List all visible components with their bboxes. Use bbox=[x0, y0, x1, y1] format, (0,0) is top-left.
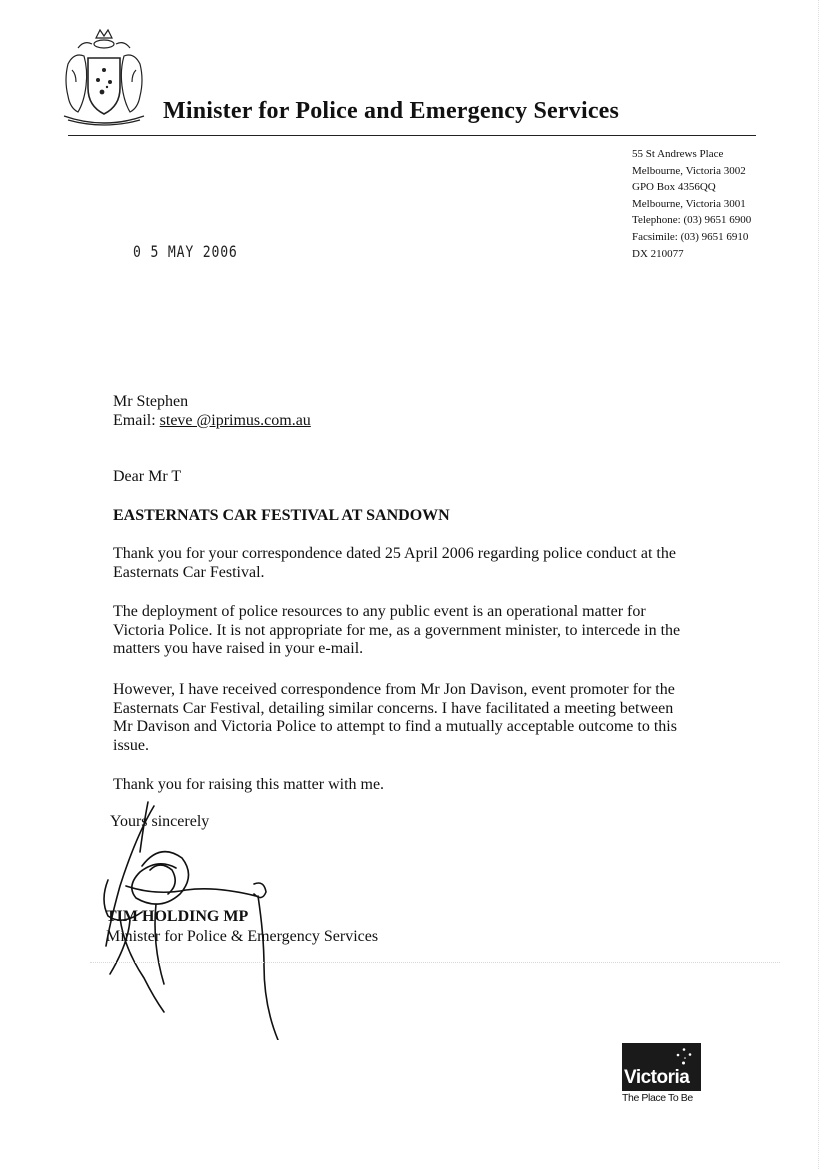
body-paragraph: Thank you for your correspondence dated 25 April 2006 regarding police conduct at the Easternats Car Festival. bbox=[113, 545, 676, 581]
signature-icon bbox=[90, 800, 290, 1040]
header-divider bbox=[68, 135, 756, 136]
address-line: 55 St Andrews Place bbox=[632, 148, 724, 160]
signatory-title: Minister for Police & Emergency Services bbox=[106, 928, 379, 945]
recipient-name: Mr Stephen bbox=[113, 393, 189, 410]
ministry-title: Minister for Police and Emergency Services bbox=[163, 98, 620, 124]
recipient-block bbox=[113, 392, 311, 430]
salutation: Dear Mr T bbox=[113, 468, 182, 485]
facsimile-line: Facsimile: (03) 9651 6910 bbox=[632, 230, 749, 243]
email-link[interactable]: steve @iprimus.com.au bbox=[159, 412, 311, 429]
signatory-name: TIM HOLDING MP bbox=[106, 908, 249, 925]
faint-divider bbox=[90, 962, 780, 963]
subject-heading: EASTERNATS CAR FESTIVAL AT SANDOWN bbox=[113, 507, 450, 524]
body-paragraph: However, I have received correspondence from Mr Jon Davison, event promoter for the Easternats Car Festival, detailing similar concerns. I have facilitated a meeting between Mr Davison and Victoria Police to attempt to find a mutually acceptable outcome to this issue. bbox=[113, 681, 677, 755]
address-line: Melbourne, Victoria 3001 bbox=[632, 197, 746, 210]
address-line: GPO Box 4356QQ bbox=[632, 181, 716, 194]
date-stamp: 0 5 MAY 2006 bbox=[133, 242, 238, 261]
closing: Yours sincerely bbox=[110, 813, 210, 830]
telephone-line: Telephone: (03) 9651 6900 bbox=[632, 214, 752, 227]
victoria-logo bbox=[622, 1043, 704, 1104]
body-paragraph: The deployment of police resources to any public event is an operational matter for Victoria Police. It is not appropriate for me, as a government minister, to intercede in the matters you have raised in your e-mail. bbox=[113, 603, 681, 658]
victoria-wordmark: Victoria bbox=[624, 1067, 690, 1088]
recipient-email bbox=[113, 411, 311, 430]
scan-edge bbox=[818, 0, 819, 1169]
southern-cross-icon bbox=[675, 1047, 693, 1065]
body-paragraph: Thank you for raising this matter with me. bbox=[113, 776, 385, 793]
dx-line: DX 210077 bbox=[632, 247, 684, 260]
email-label: Email: bbox=[113, 412, 156, 429]
victoria-tagline: The Place To Be bbox=[622, 1092, 693, 1104]
office-address bbox=[632, 146, 751, 262]
victoria-logo-box bbox=[622, 1043, 701, 1091]
address-line: Melbourne, Victoria 3002 bbox=[632, 164, 746, 177]
coat-of-arms-icon bbox=[58, 24, 150, 128]
